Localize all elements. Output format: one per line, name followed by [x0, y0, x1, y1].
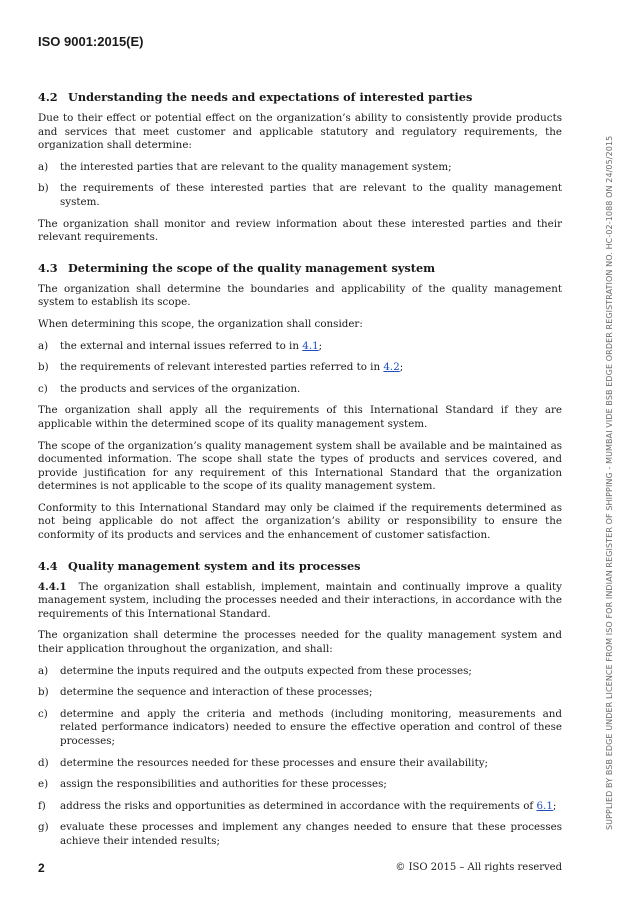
list-text [60, 361, 562, 375]
list-text [60, 340, 562, 354]
list-label: g) [38, 821, 49, 834]
paragraph: Conformity to this International Standard may only be claimed if the requirements determined as not being applicable do not affect the organization’s ability or responsibility to ensure the conformity of its products and services and the enhancement of customer satisfaction. [38, 501, 562, 542]
list-text: determine the inputs required and the outputs expected from these processes; [60, 664, 472, 677]
list-text: determine the resources needed for these processes and ensure their availability; [60, 756, 489, 769]
list-item [38, 778, 562, 792]
section-number: 4.4 [38, 558, 58, 573]
section-number: 4.2 [38, 90, 58, 104]
section-number: 4.3 [38, 260, 58, 275]
section-title: Determining the scope of the quality management system [68, 260, 436, 275]
section-title: Understanding the needs and expectations of interested parties [68, 90, 473, 104]
list-item [38, 161, 562, 175]
paragraph: The organization shall determine the processes needed for the quality management system and their application throughout the organization, and shall: [38, 629, 562, 656]
paragraph: The organization shall monitor and review information about these interested parties and their relevant requirements. [38, 217, 562, 244]
paragraph: The organization shall determine the boundaries and applicability of the quality management system to establish its scope. [38, 282, 562, 309]
list-text: determine and apply the criteria and methods (including monitoring, measurements and related performance indicators) needed to ensure the effective operation and control of these processes; [60, 707, 562, 747]
paragraph: The scope of the organization’s quality management system shall be available and be maintained as documented information. The scope shall state the types of products and services covered, and provide justification for any requirement of this International Standard that the organization determines is not applicable to the scope of its quality management system. [38, 439, 562, 493]
list-item [38, 800, 562, 814]
list-label: a) [38, 664, 49, 677]
section-heading-4-3 [38, 261, 562, 275]
clause-link-4-2[interactable]: 4.2 [383, 361, 400, 374]
copyright-notice: © ISO 2015 – All rights reserved [395, 862, 562, 873]
list-item [38, 361, 562, 375]
list-text-end: ; [318, 339, 323, 352]
section-heading-4-4 [38, 559, 562, 573]
paragraph: The organization shall apply all the requirements of this International Standard if they are applicable within the determined scope of its quality management system. [38, 404, 562, 430]
list-label: c) [38, 707, 48, 720]
document-id: ISO 9001:2015(E) [38, 34, 144, 49]
list-label: b) [38, 182, 49, 195]
list-item [38, 686, 562, 700]
list-label: e) [38, 778, 49, 791]
list-text: the products and services of the organization. [60, 382, 301, 395]
subclause-number: 4.4.1 [38, 580, 67, 593]
list-text: the interested parties that are relevant to the quality management system; [60, 160, 452, 173]
list-text: evaluate these processes and implement any changes needed to ensure that these processes achieve their intended results; [60, 821, 562, 847]
list-label: b) [38, 686, 49, 699]
list-label: a) [38, 339, 49, 352]
list-item [38, 708, 562, 749]
list-text-end: ; [552, 799, 557, 812]
list-label: a) [38, 160, 49, 173]
list-item [38, 383, 562, 397]
list-text-part: the external and internal issues referred to in [60, 339, 303, 352]
list-item [38, 665, 562, 679]
list-item [38, 340, 562, 354]
page-number: 2 [38, 861, 45, 875]
list-text [60, 800, 562, 814]
list-text: the requirements of these interested parties that are relevant to the quality management system. [60, 182, 562, 208]
section-heading-4-2 [38, 90, 562, 104]
paragraph [38, 581, 562, 622]
list-label: d) [38, 756, 49, 769]
list-text-part: address the risks and opportunities as determined in accordance with the requirements of [60, 799, 537, 812]
list-item [38, 821, 562, 848]
paragraph: Due to their effect or potential effect on the organization’s ability to consistently provide products and services that meet customer and applicable statutory and regulatory requirements, the organization shall determine: [38, 112, 562, 152]
list-item [38, 182, 562, 209]
list-label: b) [38, 361, 49, 374]
list-label: c) [38, 382, 48, 395]
page-content [38, 90, 562, 857]
list-text: determine the sequence and interaction of these processes; [60, 686, 373, 699]
paragraph-text: The organization shall establish, implement, maintain and continually improve a quality management system, including the processes needed and their interactions, in accordance with the requirements of this International Standard. [38, 580, 562, 620]
list-text-end: ; [399, 361, 404, 374]
section-title: Quality management system and its processes [68, 558, 361, 573]
license-watermark: SUPPLIED BY BSB EDGE UNDER LICENCE FROM ISO FOR INDIAN REGISTER OF SHIPPING - MUMBAI VIDE BSB EDGE ORDER REGISTRATION NO. HC-02-1088 ON 24/05/2015 [605, 135, 614, 830]
list-label: f) [38, 799, 46, 812]
list-item [38, 757, 562, 771]
list-text: assign the responsibilities and authorities for these processes; [60, 778, 387, 791]
clause-link-6-1[interactable]: 6.1 [536, 799, 553, 812]
list-text-part: the requirements of relevant interested parties referred to in [60, 361, 384, 374]
paragraph: When determining this scope, the organization shall consider: [38, 317, 363, 330]
clause-link-4-1[interactable]: 4.1 [302, 339, 319, 352]
